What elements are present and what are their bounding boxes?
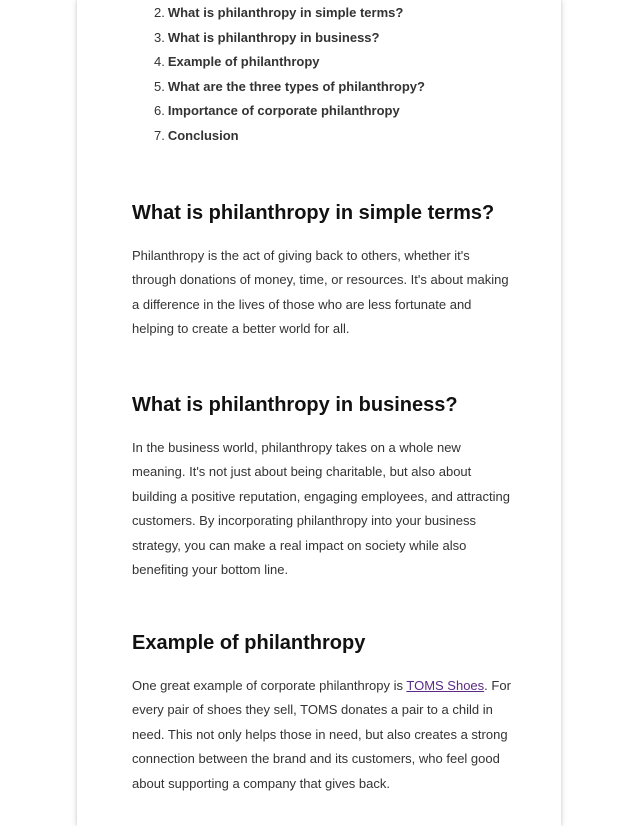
section-business bbox=[132, 392, 512, 582]
paragraph-line: need. This not only helps those in need, but also creates a strong bbox=[132, 726, 508, 742]
toc-item[interactable] bbox=[154, 77, 425, 102]
paragraph-line: helping to create a better world for all. bbox=[132, 321, 350, 337]
toc-link[interactable]: What is philanthropy in simple terms? bbox=[167, 5, 404, 20]
paragraph-line: about supporting a company that gives back. bbox=[132, 775, 390, 791]
section-heading: Example of philanthropy bbox=[132, 632, 366, 654]
toc-number: 4. bbox=[154, 54, 165, 69]
paragraph-line: building a positive reputation, engaging employees, and attracting bbox=[132, 488, 510, 504]
toc-item[interactable] bbox=[154, 52, 425, 77]
paragraph-line: Philanthropy is the act of giving back to others, whether it's bbox=[132, 248, 470, 263]
toc-item[interactable] bbox=[154, 28, 425, 53]
toc-item[interactable] bbox=[154, 3, 425, 28]
toc-link[interactable]: Conclusion bbox=[167, 127, 239, 143]
toc-link[interactable]: Example of philanthropy bbox=[167, 54, 320, 69]
table-of-contents bbox=[154, 3, 425, 150]
toc-item[interactable] bbox=[154, 101, 425, 126]
paragraph-line: meaning. It's not just about being charitable, but also about bbox=[132, 464, 472, 480]
toc-number: 3. bbox=[154, 29, 165, 45]
paragraph-line: In the business world, philanthropy takes on a whole new bbox=[132, 440, 461, 455]
toc-number: 6. bbox=[154, 103, 165, 118]
line-text: . For bbox=[484, 678, 511, 693]
paragraph-line bbox=[132, 674, 512, 698]
toc-number: 7. bbox=[154, 127, 165, 143]
paragraph-line: a difference in the lives of those who are less fortunate and bbox=[132, 296, 472, 312]
paragraph-line: connection between the brand and its customers, who feel good bbox=[132, 751, 500, 767]
section-example bbox=[132, 630, 512, 796]
toc-link[interactable]: Importance of corporate philanthropy bbox=[167, 103, 400, 118]
section-simple-terms bbox=[132, 200, 512, 342]
section-heading: What is philanthropy in business? bbox=[132, 394, 458, 416]
toc-item[interactable] bbox=[154, 126, 425, 151]
toc-number: 5. bbox=[154, 78, 165, 94]
section-paragraph bbox=[132, 674, 512, 796]
toc-link[interactable]: What is philanthropy in business? bbox=[167, 29, 380, 45]
paragraph-line: customers. By incorporating philanthropy into your business bbox=[132, 513, 476, 529]
paragraph-line: benefiting your bottom line. bbox=[132, 562, 289, 578]
toms-shoes-link[interactable]: TOMS Shoes bbox=[406, 678, 485, 693]
section-heading: What is philanthropy in simple terms? bbox=[132, 202, 495, 224]
document-page bbox=[77, 0, 561, 826]
toc-link[interactable]: What are the three types of philanthropy? bbox=[167, 78, 425, 94]
paragraph-line: through donations of money, time, or resources. It's about making bbox=[132, 272, 509, 288]
paragraph-line: strategy, you can make a real impact on society while also bbox=[132, 537, 467, 553]
section-paragraph bbox=[132, 436, 512, 582]
line-text: One great example of corporate philanthropy is bbox=[132, 678, 407, 693]
section-paragraph bbox=[132, 244, 512, 342]
toc-number: 2. bbox=[154, 5, 165, 20]
paragraph-line: every pair of shoes they sell, TOMS donates a pair to a child in bbox=[132, 702, 493, 718]
